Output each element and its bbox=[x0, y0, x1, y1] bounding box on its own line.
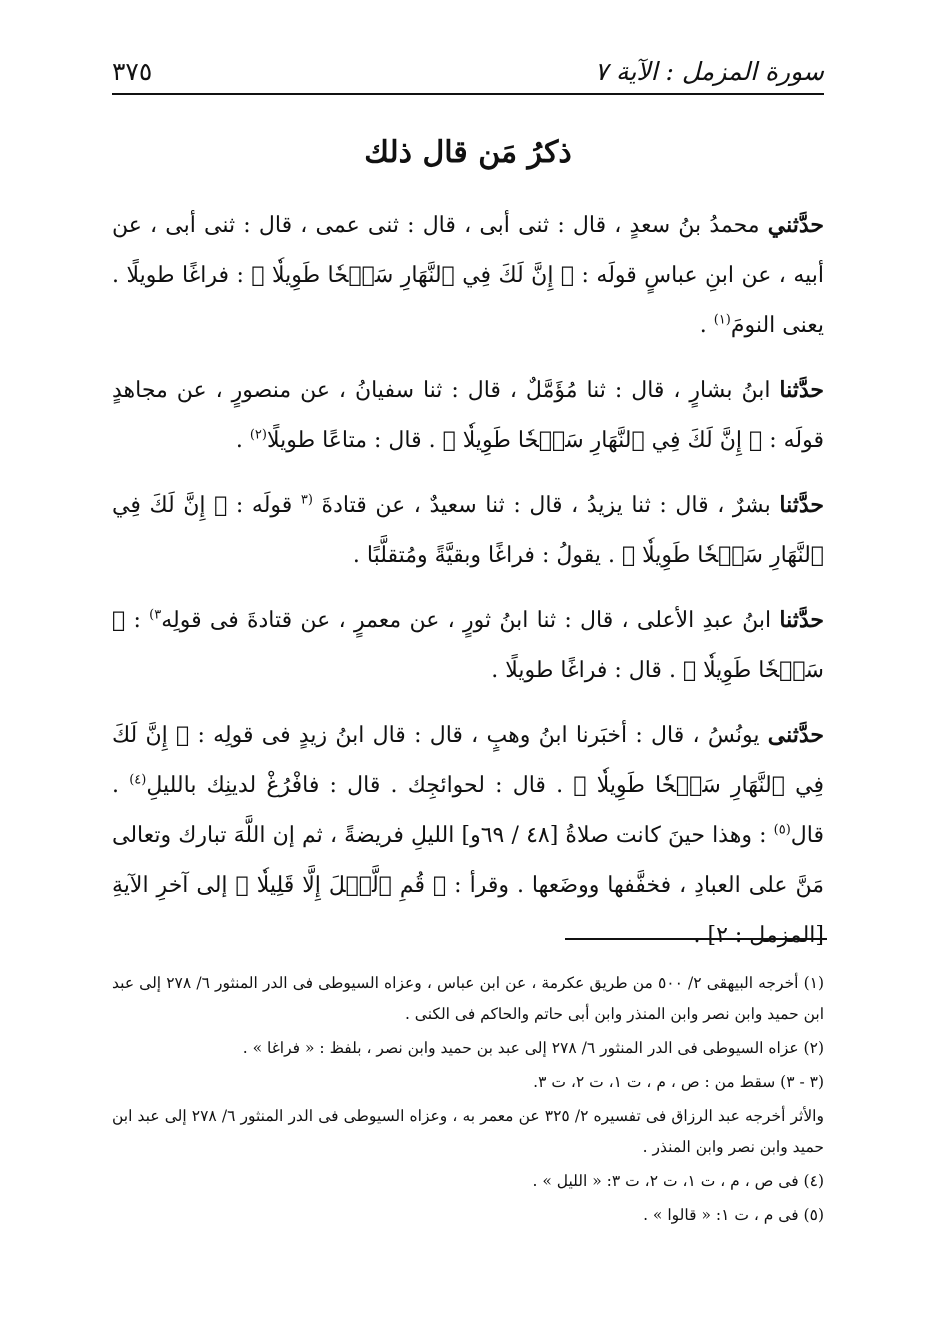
paragraph bbox=[112, 595, 824, 696]
running-title: سورة المزمل : الآية ٧ bbox=[594, 57, 824, 86]
section-heading: ذكرُ مَن قال ذلك bbox=[364, 135, 572, 170]
footnote: والأثر أخرجه عبد الرزاق فى تفسيره ٢/ ٣٢٥ عن معمر به ، وعزاه السيوطى فى الدر المنثور ٦/ ٢٧٨ إلى عبد ابن حميد وابن نصر وابن المنذر . bbox=[112, 1107, 824, 1156]
narration-text: : فراغًا طويلًا . يعنى النومَ bbox=[112, 263, 824, 338]
footnote-ref: ٣) bbox=[149, 607, 162, 623]
paragraph bbox=[112, 710, 824, 961]
narration-lead: حدَّثنا bbox=[779, 607, 824, 633]
body-text bbox=[112, 200, 824, 975]
footnote: (١) أخرجه البيهقى ٢/ ٥٠٠ من طريق عكرمة ، عن ابن عباس ، وعزاه السيوطى فى الدر المنثور ٦/ ٢٧٨ إلى عبد ابن حميد وابن نصر وابن المنذر وابن أبى حاتم والحاكم فى الكنى . bbox=[112, 974, 825, 1023]
narration-text: إلى آخرِ الآيةِ [المزمل : ٢] . bbox=[112, 873, 824, 948]
narration-text: ابنُ بشارٍ ، قال : ثنا مُؤَمَّلٌ ، قال : ثنا سفيانُ ، عن منصورٍ ، عن مجاهدٍ قولَه : bbox=[112, 378, 824, 453]
header-rule bbox=[112, 93, 824, 95]
quran-quote: ﴿ إِنَّ لَكَ فِي ٱلنَّهَارِ سَبۡحٗا طَوِيلٗا ﴾ bbox=[112, 723, 824, 798]
narration-lead: حدَّثنى bbox=[767, 722, 825, 748]
footnote-ref: (٤) bbox=[129, 772, 147, 788]
footnote: (٢) عزاه السيوطى فى الدر المنثور ٦/ ٢٧٨ إلى عبد بن حميد وابن نصر ، بلفظ : « فراغا » . bbox=[242, 1039, 824, 1057]
narration-lead: حدَّثني bbox=[767, 212, 824, 238]
quran-quote: ﴿ إِنَّ لَكَ فِي ٱلنَّهَارِ سَبۡحٗا طَوِيلٗا ﴾ bbox=[112, 493, 824, 568]
quran-quote: ﴿ قُمِ ٱلَّيۡلَ إِلَّا قَلِيلٗا ﴾ bbox=[235, 873, 447, 898]
narration-text: يونُسُ ، قال : أخبَرنا ابنُ وهبٍ ، قال : قال ابنُ زيدٍ فى قولِه : bbox=[189, 723, 768, 748]
footnotes bbox=[112, 968, 824, 1234]
narration-text: . bbox=[235, 428, 250, 453]
footnote-ref: (٣ bbox=[300, 492, 313, 508]
footnote-separator bbox=[565, 938, 827, 940]
narration-text: ابنُ عبدِ الأعلى ، قال : ثنا ابنُ ثورٍ ، عن معمرٍ ، عن قتادةَ فى قولِه bbox=[161, 608, 780, 633]
quran-quote: ﴿ إِنَّ لَكَ فِي ٱلنَّهَارِ سَبۡحٗا طَوِيلٗا ﴾ bbox=[251, 263, 575, 288]
footnote-ref: (٢) bbox=[249, 427, 267, 443]
footnote-ref: (١) bbox=[713, 312, 731, 328]
quran-quote: ﴿ إِنَّ لَكَ فِي ٱلنَّهَارِ سَبۡحٗا طَوِيلٗا ﴾ bbox=[442, 428, 763, 453]
narration-text: : bbox=[125, 608, 150, 633]
footnote: (٥) فى م ، ت ١: « قالوا » . bbox=[643, 1206, 824, 1224]
narration-text: . قال : فراغًا طويلًا . bbox=[491, 658, 683, 683]
paragraph bbox=[112, 480, 824, 581]
narration-text: . قال bbox=[112, 773, 824, 848]
narration-text: . يقولُ : فراغًا وبقيَّةً ومُتقلَّبًا . bbox=[352, 543, 622, 568]
narration-text: : وهذا حينَ كانت صلاةُ [٤٨ / ٦٩و] الليلِ فريضةً ، ثم إن اللَّهَ تبارك وتعالى مَنَّ على العبادِ ، فخفَّفها ووضَعها . وقرأ : bbox=[112, 823, 824, 898]
narration-text: . قال : متاعًا طويلًا bbox=[266, 428, 443, 453]
narration-lead: حدَّثنا bbox=[779, 492, 824, 518]
footnote-ref: (٥) bbox=[773, 822, 791, 838]
paragraph bbox=[112, 200, 824, 351]
narration-text: . bbox=[699, 313, 714, 338]
paragraph bbox=[112, 365, 824, 466]
page-number: ٣٧٥ bbox=[112, 57, 153, 86]
narration-text: محمدُ بنُ سعدٍ ، قال : ثنى أبى ، قال : ثنى عمى ، قال : ثنى أبى ، عن أبيه ، عن ابنِ عباسٍ قولَه : bbox=[112, 213, 824, 288]
narration-text: قولَه : bbox=[227, 493, 301, 518]
footnote: (٤) فى ص ، م ، ت ١، ت ٢، ت ٣: « الليل » . bbox=[532, 1172, 824, 1190]
narration-lead: حدَّثنا bbox=[779, 377, 824, 403]
narration-text: بشرٌ ، قال : ثنا يزيدُ ، قال : ثنا سعيدٌ ، عن قتادةَ bbox=[312, 493, 780, 518]
footnote: (٣ - ٣) سقط من : ص ، م ، ت ١، ت ٢، ت ٣. bbox=[533, 1073, 824, 1091]
page-header bbox=[112, 38, 824, 86]
narration-text: . قال : لحوائجِك . قال : فافْرُغْ لدينِك بالليلِ bbox=[146, 773, 574, 798]
quran-quote: ﴿ سَبۡحٗا طَوِيلٗا ﴾ bbox=[112, 608, 824, 683]
